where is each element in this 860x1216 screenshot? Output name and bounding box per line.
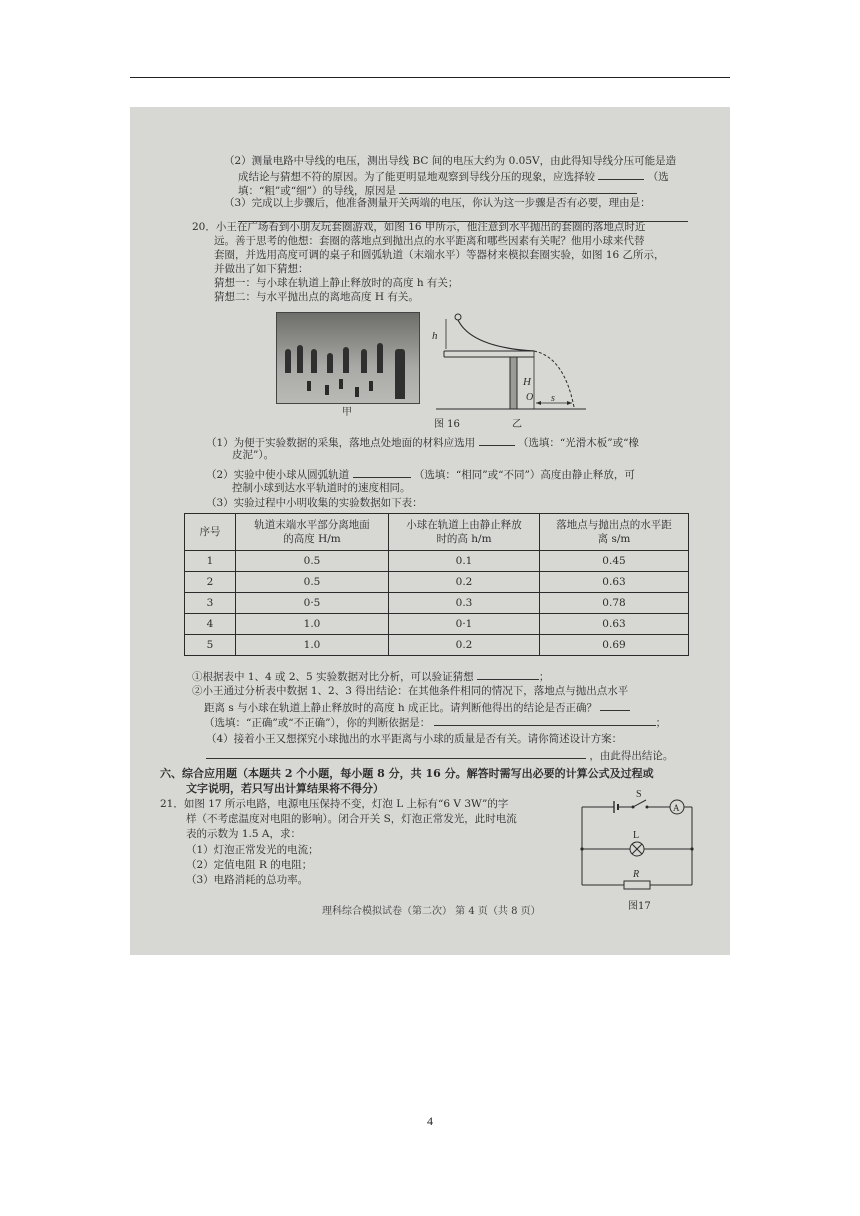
scanned-exam-page xyxy=(130,107,730,955)
q20-part4-a: （4）接着小王又想探究小球抛出的水平距离与小球的质量是否有关。请你简述设计方案： xyxy=(206,733,623,745)
label-S: S xyxy=(636,789,642,800)
q20-part1-a: （1）为便于实验数据的采集，落地点处地面的材料应选用 xyxy=(206,437,476,449)
figure17-caption: 图17 xyxy=(628,901,651,912)
q19-part2-line3-text: 填：“粗”或“细”）的导线，原因是 xyxy=(238,185,396,197)
q21-line1: 21．如图 17 所示电路，电源电压保持不变，灯泡 L 上标有“6 V 3W”的字 xyxy=(160,798,509,810)
photo-person xyxy=(311,349,317,373)
q20-part2-a: （2）实验中使小球从圆弧轨道 xyxy=(206,469,350,481)
q19-part3-line: （3）完成以上步骤后，他准备测量开关两端的电压，你认为这一步骤是否有必要，理由是： xyxy=(224,197,651,209)
q20-part1-b: （选填：“光滑木板”或“橡 xyxy=(517,437,639,449)
header-h: 小球在轨道上由静止释放 时的高 h/m xyxy=(389,514,540,551)
cell-h: 0.3 xyxy=(389,593,540,614)
cell-index: 2 xyxy=(185,572,236,593)
figure17-circuit-diagram xyxy=(576,787,700,897)
cell-H: 0·5 xyxy=(236,593,389,614)
exam-footer: 理科综合模拟试卷（第二次） 第 4 页（共 8 页） xyxy=(322,906,541,917)
photo-person xyxy=(343,347,349,373)
photo-person xyxy=(297,345,303,373)
header-index: 序号 xyxy=(185,514,236,551)
arc-track xyxy=(456,315,534,351)
cell-h: 0·1 xyxy=(389,614,540,635)
junction-dot xyxy=(690,847,693,850)
q20-guess1: 猜想一：与小球在轨道上静止释放时的高度 h 有关； xyxy=(214,277,459,289)
q20-blank-correct[interactable] xyxy=(600,700,630,711)
cell-index: 5 xyxy=(185,635,236,656)
photo-person xyxy=(285,349,291,373)
q19-part2-line2-text: 成结论与猜想不符的原因。为了能更明显地观察到导线分压的现象，应选择较 xyxy=(238,171,595,183)
junction-dot xyxy=(580,847,583,850)
q20-part4-line2 xyxy=(206,748,673,763)
table-row xyxy=(185,635,689,656)
figure16-label-jia: 甲 xyxy=(342,407,352,418)
q20-part4-b: ，由此得出结论。 xyxy=(589,750,674,762)
q19-blank-reason[interactable] xyxy=(399,183,637,194)
q20-guess2: 猜想二：与水平抛出点的离地高度 H 有关。 xyxy=(214,291,419,303)
q19-part2-line2 xyxy=(238,169,669,184)
label-H: H xyxy=(523,376,531,388)
q20-sub2-b: 距离 s 与小球在轨道上静止释放时的高度 h 成正比。请判断他得出的结论是否正确？ xyxy=(204,702,597,714)
photo-stake xyxy=(307,381,311,391)
q21-line3: 表的示数为 1.5 A，求： xyxy=(186,828,301,840)
cell-s: 0.69 xyxy=(540,635,689,656)
q19-part2-line3 xyxy=(238,183,637,198)
q20-blank-design[interactable] xyxy=(206,748,586,759)
photo-stake xyxy=(325,385,329,395)
cell-index: 4 xyxy=(185,614,236,635)
q21-item1: （1）灯泡正常发光的电流； xyxy=(186,844,319,856)
table-row xyxy=(185,593,689,614)
cell-index: 1 xyxy=(185,551,236,572)
label-O: O xyxy=(526,392,534,403)
q20-intro-line4: 并做出了如下猜想： xyxy=(214,263,309,275)
ball-icon xyxy=(455,314,461,320)
arrow-right-icon xyxy=(567,401,572,405)
label-A: A xyxy=(673,803,680,813)
cell-s: 0.45 xyxy=(540,551,689,572)
table-leg xyxy=(510,357,517,409)
top-rule xyxy=(130,77,730,78)
q20-sub2-line3: （选填：“正确”或“不正确”），你的判断依据是： ； xyxy=(204,717,667,729)
header-H: 轨道末端水平部分离地面 的高度 H/m xyxy=(236,514,389,551)
cell-h: 0.2 xyxy=(389,572,540,593)
q20-sub2-c: （选填：“正确”或“不正确”），你的判断依据是： xyxy=(204,717,431,729)
cell-H: 0.5 xyxy=(236,551,389,572)
q20-part3: （3）实验过程中小明收集的实验数据如下表： xyxy=(206,497,423,509)
cell-h: 0.1 xyxy=(389,551,540,572)
photo-stake xyxy=(355,387,359,397)
switch-lever xyxy=(633,800,646,807)
cell-H: 1.0 xyxy=(236,614,389,635)
photo-person xyxy=(395,349,405,399)
cell-H: 0.5 xyxy=(236,572,389,593)
cell-s: 0.63 xyxy=(540,572,689,593)
q20-sub1: ①根据表中 1、4 或 2、5 实验数据对比分析，可以验证猜想 xyxy=(192,671,474,683)
cell-h: 0.2 xyxy=(389,635,540,656)
q19-blank-thickness[interactable] xyxy=(598,169,644,180)
q20-blank-height[interactable] xyxy=(353,467,411,478)
label-s: s xyxy=(551,393,555,404)
cell-H: 1.0 xyxy=(236,635,389,656)
q20-part2-line1 xyxy=(206,467,635,482)
q20-intro-line1: 20．小王在广场看到小朋友玩套圈游戏，如图 16 甲所示，他注意到水平抛出的套圈的落地点时近 xyxy=(192,221,646,233)
q20-part2-b: （选填：“相同”或“不同”）高度由静止释放，可 xyxy=(413,469,635,481)
q20-blank-basis[interactable] xyxy=(434,715,656,726)
q21-line2: 样（不考虑温度对电阻的影响）。闭合开关 S，灯泡正常发光，此时电流 xyxy=(186,813,517,825)
section6-heading-line1: 六、综合应用题（本题共 2 个小题，每小题 8 分，共 16 分。解答时需写出必要的计算公式及过程或 xyxy=(160,767,654,780)
q20-blank-guess[interactable] xyxy=(477,669,539,680)
figure16-photo-ring-toss xyxy=(276,312,420,404)
photo-stake xyxy=(369,381,373,391)
q20-blank-material[interactable] xyxy=(479,435,515,446)
q20-part1-line1 xyxy=(206,435,639,450)
q20-part1-c: 皮泥”）。 xyxy=(232,449,275,461)
table-row xyxy=(185,572,689,593)
figure16-caption: 图 16 xyxy=(434,419,460,430)
cell-index: 3 xyxy=(185,593,236,614)
arrow-left-icon xyxy=(536,401,541,405)
q20-sub2-a: ②小王通过分析表中数据 1、2、3 得出结论：在其他条件相同的情况下，落地点与抛出点水平 xyxy=(192,685,629,697)
figure16-label-yi: 乙 xyxy=(512,419,522,430)
page-number: 4 xyxy=(427,1114,433,1128)
experiment-data-table xyxy=(184,513,689,656)
header-s: 落地点与抛出点的水平距 离 s/m xyxy=(540,514,689,551)
q19-part2-line2-end: （选 xyxy=(647,171,669,183)
table-header-row xyxy=(185,514,689,551)
photo-stake xyxy=(339,379,343,389)
section6-heading-line2: 文字说明，若只写出计算结果将不得分） xyxy=(186,782,384,795)
q21-item2: （2）定值电阻 R 的电阻； xyxy=(186,859,313,871)
q20-sub2-line2 xyxy=(204,700,630,715)
resistor-icon xyxy=(624,881,650,889)
q21-item3: （3）电路消耗的总功率。 xyxy=(186,874,309,886)
q20-intro-line3: 套圈，并选用高度可调的桌子和圆弧轨道（末端水平）等器材来模拟套圈实验，如图 16 乙所示， xyxy=(214,249,665,261)
photo-person xyxy=(327,353,333,373)
label-R: R xyxy=(633,869,640,880)
label-L: L xyxy=(633,830,640,841)
photo-person xyxy=(361,349,367,373)
table-row xyxy=(185,551,689,572)
q20-intro-line2: 远。善于思考的他想：套圈的落地点到抛出点的水平距离和哪些因素有关呢？他用小球来代替 xyxy=(214,235,645,247)
label-h: h xyxy=(432,330,438,342)
q19-part2-line1: （2）测量电路中导线的电压，测出导线 BC 间的电压大约为 0.05V，由此得知导线分压可能是造 xyxy=(224,155,677,167)
table-row xyxy=(185,614,689,635)
cell-s: 0.78 xyxy=(540,593,689,614)
photo-person xyxy=(377,343,383,373)
q20-sub1-line: ①根据表中 1、4 或 2、5 实验数据对比分析，可以验证猜想 ； xyxy=(192,671,550,683)
figure16-track-diagram xyxy=(426,307,596,417)
q20-part2-c: 控制小球到达水平轨道时的速度相同。 xyxy=(232,482,411,494)
cell-s: 0.63 xyxy=(540,614,689,635)
